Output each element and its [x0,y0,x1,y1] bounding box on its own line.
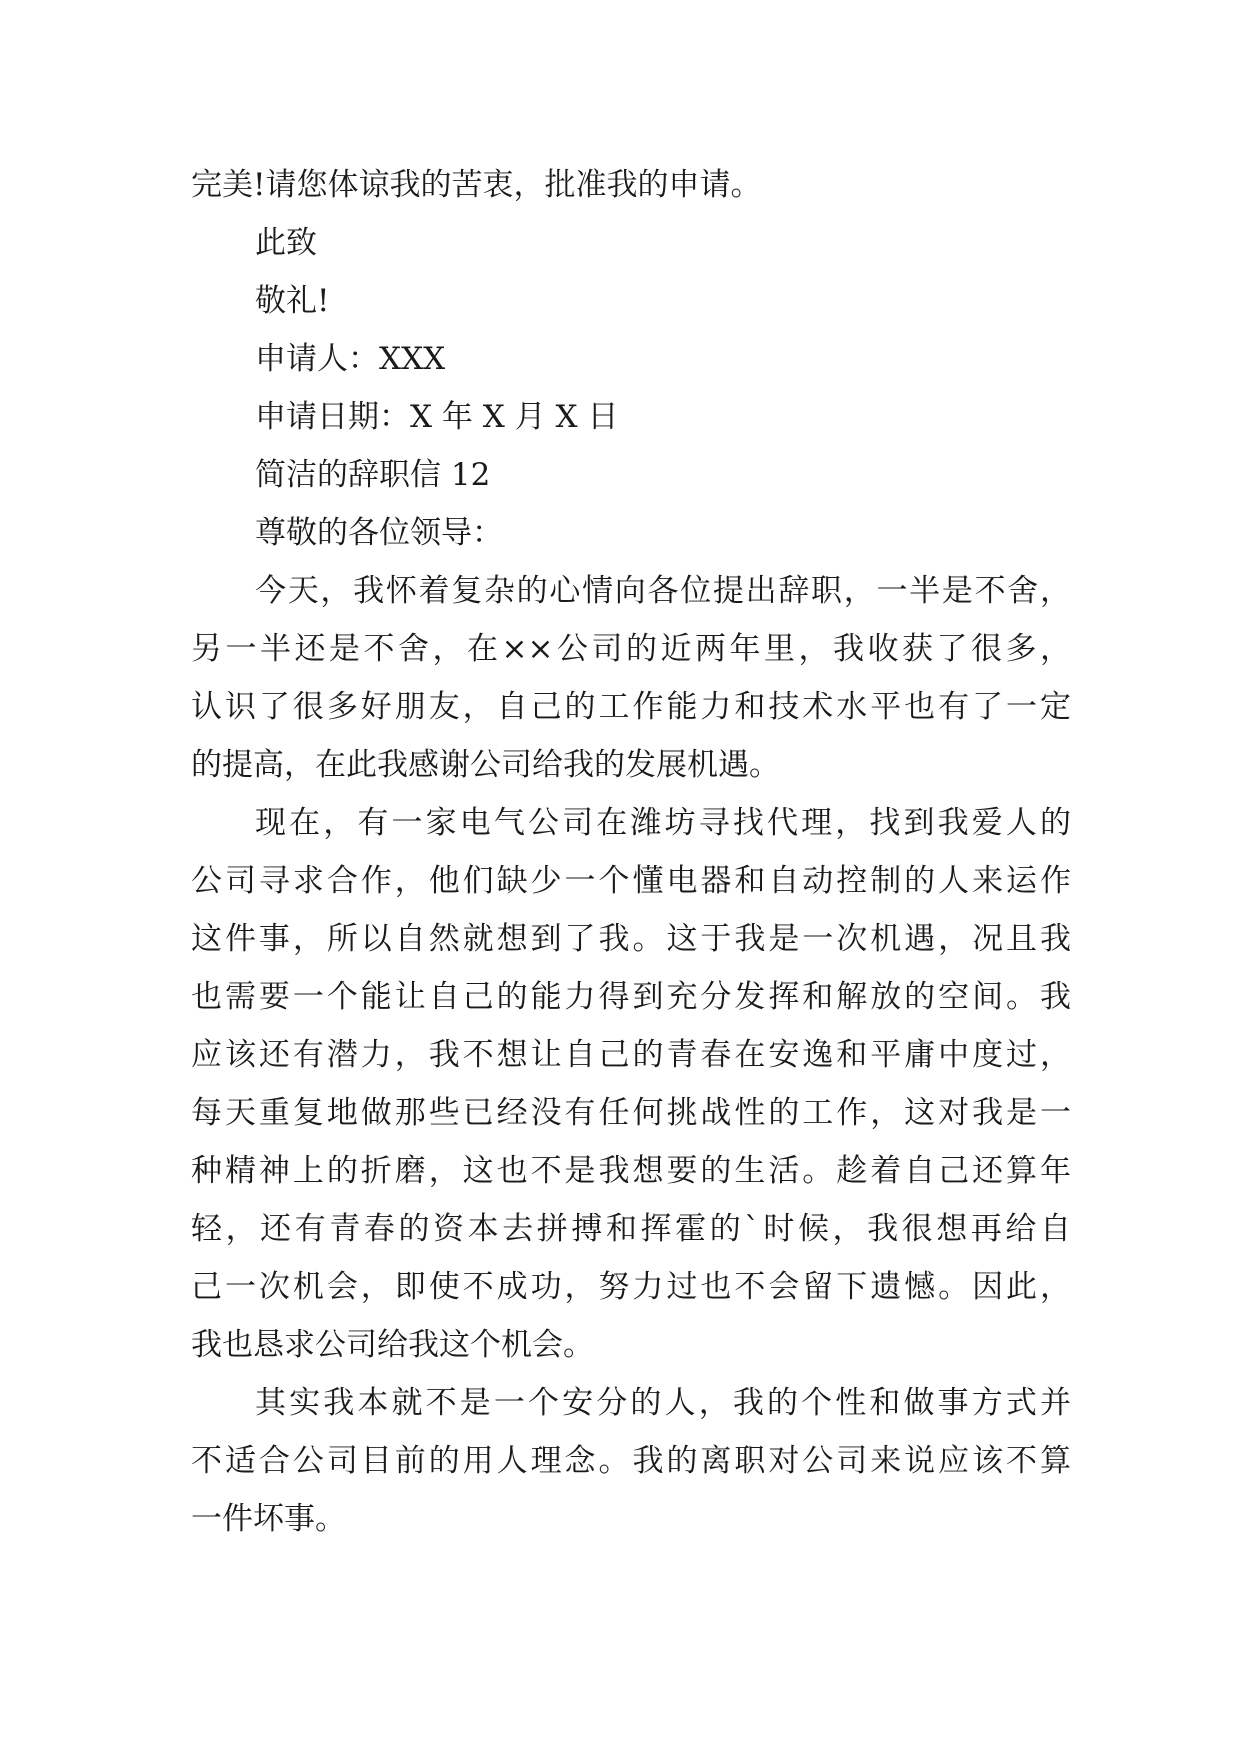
application-date: 申请日期：X 年 X 月 X 日 [255,399,619,435]
paragraph-line: 己一次机会，即使不成功，努力过也不会留下遗憾。因此， [191,1269,1071,1305]
paragraph-line: 其实我本就不是一个安分的人，我的个性和做事方式并 [255,1385,1071,1421]
closing-respect: 敬礼! [255,283,330,319]
closing-salutation: 此致 [255,225,317,261]
paragraph-line: 认识了很多好朋友，自己的工作能力和技术水平也有了一定 [191,689,1071,725]
paragraph-line: 也需要一个能让自己的能力得到充分发挥和解放的空间。我 [191,979,1071,1015]
paragraph-line: 的提高，在此我感谢公司给我的发展机遇。 [191,747,780,783]
paragraph-line: 我也恳求公司给我这个机会。 [191,1327,594,1363]
paragraph-line: 公司寻求合作，他们缺少一个懂电器和自动控制的人来运作 [191,863,1071,899]
paragraph-line: 现在，有一家电气公司在潍坊寻找代理，找到我爱人的 [255,805,1071,841]
section-title: 简洁的辞职信 12 [255,457,491,493]
paragraph-line: 种精神上的折磨，这也不是我想要的生活。趁着自己还算年 [191,1153,1071,1189]
paragraph-line: 一件坏事。 [191,1501,346,1537]
paragraph-line: 今天，我怀着复杂的心情向各位提出辞职，一半是不舍， [255,573,1071,609]
paragraph-line: 这件事，所以自然就想到了我。这于我是一次机遇，况且我 [191,921,1071,957]
letter-greeting: 尊敬的各位领导： [255,515,503,551]
paragraph-line: 每天重复地做那些已经没有任何挑战性的工作，这对我是一 [191,1095,1071,1131]
paragraph-line: 不适合公司目前的用人理念。我的离职对公司来说应该不算 [191,1443,1071,1479]
document-body [191,156,1071,1548]
text-line: 完美!请您体谅我的苦衷，批准我的申请。 [191,167,762,203]
applicant-name: 申请人：XXX [255,341,446,377]
paragraph-line: 轻，还有青春的资本去拼搏和挥霍的`时候，我很想再给自 [191,1211,1071,1247]
paragraph-line: 应该还有潜力，我不想让自己的青春在安逸和平庸中度过， [191,1037,1071,1073]
paragraph-line: 另一半还是不舍，在××公司的近两年里，我收获了很多， [191,631,1071,667]
